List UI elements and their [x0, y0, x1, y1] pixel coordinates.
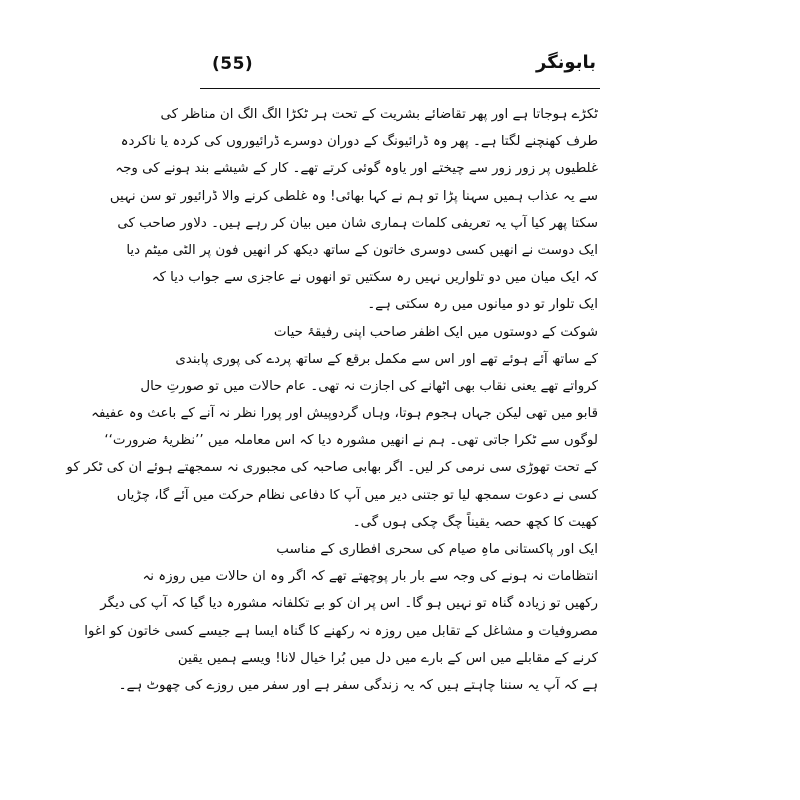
text-line: کے ساتھ آئے ہوئے تھے اور اس سے مکمل برقع کے ساتھ پردے کی پوری پابندی	[175, 351, 598, 367]
paragraph-3	[84, 536, 598, 699]
text-line: کے تحت تھوڑی سی نرمی کر لیں۔ اگر بھابی صاحبہ کی مجبوری نہ سمجھتے ہوئے ان کی ٹکر کو	[66, 460, 598, 476]
text-line: انتظامات نہ ہونے کی وجہ سے بار بار پوچھتے تھے کہ اگر وہ ان حالات میں روزہ نہ	[142, 569, 598, 585]
paragraph-1	[109, 101, 598, 319]
text-line: ایک تلوار تو دو میانوں میں رہ سکتی ہے۔	[367, 297, 598, 313]
running-title: بابونگر	[536, 52, 596, 73]
book-page	[66, 48, 600, 768]
text-line: مصروفیات و مشاغل کے تقابل میں روزہ نہ رکھنے کا گناہ ایسا ہے جیسے کسی خاتون کو اغوا	[84, 623, 598, 639]
text-line: ایک دوست نے انھیں کسی دوسری خاتون کے ساتھ دیکھ کر انھیں فون پر الٹی میٹم دیا	[126, 242, 598, 258]
text-line: سے یہ عذاب ہمیں سہنا پڑا تو ہم نے کہا بھائی! وہ غلطی کرنے والا ڈرائیور تو سن نہیں	[109, 188, 598, 204]
text-line: ٹکڑے ہوجاتا ہے اور پھر تقاضائے بشریت کے تحت ہر ٹکڑا الگ الگ ان مناظر کی	[160, 107, 598, 122]
paragraph-2	[66, 319, 598, 537]
body-text	[66, 101, 600, 699]
text-line: قابو میں تھی لیکن جہاں ہجوم ہوتا، وہاں گردوپیش اور پورا نظر نہ آنے کے باعث وہ عفیفہ	[91, 406, 598, 422]
page-header	[200, 48, 600, 89]
text-line: لوگوں سے ٹکرا جاتی تھی۔ ہم نے انھیں مشورہ دیا کہ اس معاملہ میں ’’نظریۂ ضرورت‘‘	[104, 433, 598, 449]
text-line: شوکت کے دوستوں میں ایک اظفر صاحب اپنی رفیقۂ حیات	[273, 324, 598, 340]
text-line: طرف کھنچنے لگتا ہے۔ پھر وہ ڈرائیونگ کے دوران دوسرے ڈرائیوروں کی کردہ یا ناکردہ	[120, 134, 598, 150]
page-number: (55)	[212, 54, 254, 74]
text-line: ہے کہ آپ یہ سننا چاہتے ہیں کہ یہ زندگی سفر ہے اور سفر میں روزے کی چھوٹ ہے۔	[118, 677, 598, 693]
text-line: غلطیوں پر زور زور سے چیختے اور یاوہ گوئی کرتے تھے۔ کار کے شیشے بند ہونے کی وجہ	[115, 161, 598, 177]
text-line: ایک اور پاکستانی ماہِ صیام کی سحری افطاری کے مناسب	[276, 542, 598, 557]
text-line: رکھیں تو زیادہ گناہ تو نہیں ہو گا۔ اس پر ان کو بے تکلفانہ مشورہ دیا گیا کہ آپ کی دیگر	[100, 596, 598, 612]
text-line: کھیت کا کچھ حصہ یقیناً چگ چکی ہوں گی۔	[352, 514, 598, 530]
text-line: کرنے کے مقابلے میں اس کے بارے میں دل میں بُرا خیال لانا! ویسے ہمیں یقین	[177, 650, 598, 666]
text-line: کرواتے تھے یعنی نقاب بھی اٹھانے کی اجازت نہ تھی۔ عام حالات میں تو صورتِ حال	[140, 378, 598, 394]
text-line: کہ ایک میان میں دو تلواریں نہیں رہ سکتیں تو انھوں نے عاجزی سے جواب دیا کہ	[151, 270, 598, 286]
text-line: کسی نے دعوت سمجھ لیا تو جتنی دیر میں آپ کا دفاعی نظام حرکت میں آئے گا، چڑیاں	[116, 487, 598, 503]
text-line: سکتا پھر کیا آپ یہ تعریفی کلمات ہماری شان میں بیان کر رہے ہیں۔ دلاور صاحب کی	[117, 215, 598, 231]
